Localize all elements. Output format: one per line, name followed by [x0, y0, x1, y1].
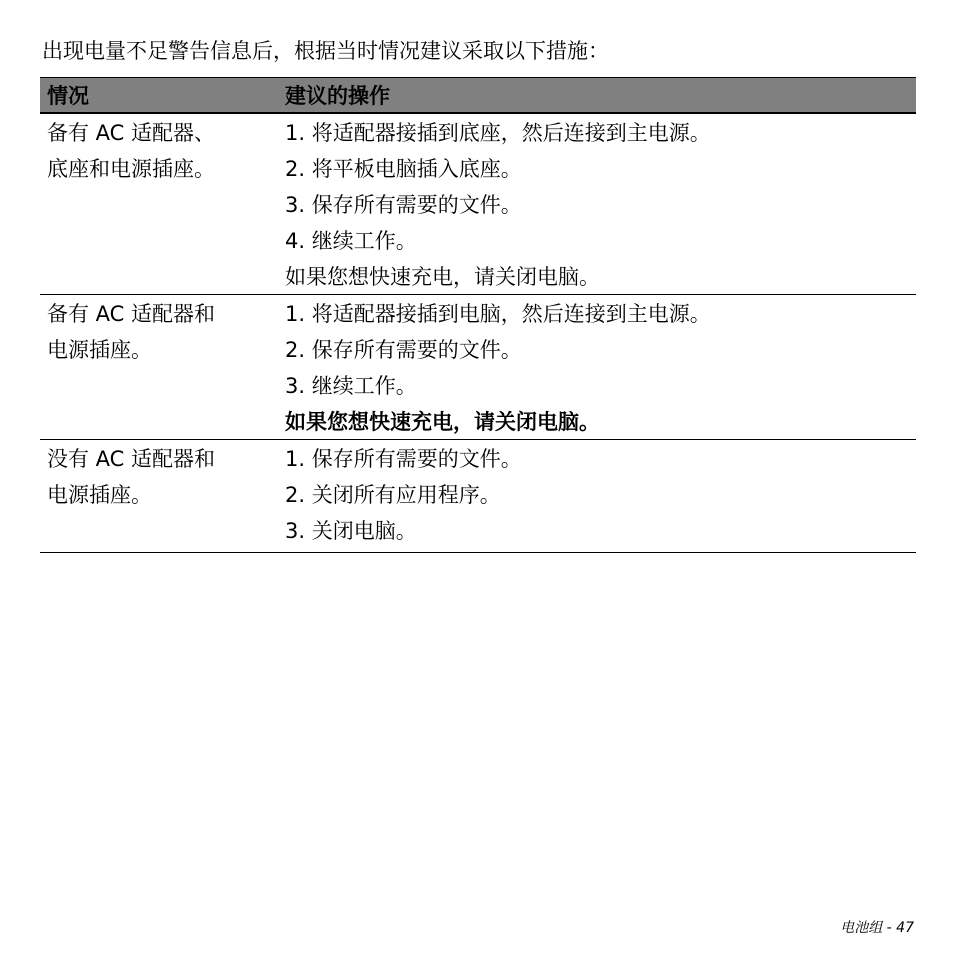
action-cell — [285, 295, 916, 439]
action-cell — [285, 440, 916, 552]
situation-line: 电源插座。 — [47, 338, 152, 362]
situation-line: 备有 AC 适配器和 — [47, 302, 216, 326]
action-step: 1. 保存所有需要的文件。 — [285, 447, 522, 471]
intro-text: 出现电量不足警告信息后，根据当时情况建议采取以下措施： — [42, 39, 609, 63]
action-step: 3. 继续工作。 — [285, 374, 417, 398]
action-step: 3. 关闭电脑。 — [285, 519, 417, 543]
page-footer: 电池组 - 47 — [840, 920, 914, 936]
header-action: 建议的操作 — [285, 84, 390, 108]
action-step: 2. 保存所有需要的文件。 — [285, 338, 522, 362]
situation-line: 电源插座。 — [47, 483, 152, 507]
power-warning-table — [40, 77, 916, 553]
situation-cell — [40, 440, 285, 552]
action-step: 2. 关闭所有应用程序。 — [285, 483, 501, 507]
table-row — [40, 114, 916, 295]
action-step: 1. 将适配器接插到电脑，然后连接到主电源。 — [285, 302, 711, 326]
action-note: 如果您想快速充电，请关闭电脑。 — [285, 265, 600, 289]
situation-cell — [40, 295, 285, 439]
action-note: 如果您想快速充电，请关闭电脑。 — [285, 410, 600, 434]
situation-line: 底座和电源插座。 — [47, 157, 215, 181]
action-step: 3. 保存所有需要的文件。 — [285, 193, 522, 217]
action-step: 2. 将平板电脑插入底座。 — [285, 157, 522, 181]
table-row — [40, 295, 916, 440]
situation-cell — [40, 114, 285, 294]
action-cell — [285, 114, 916, 294]
action-step: 4. 继续工作。 — [285, 229, 417, 253]
situation-line: 没有 AC 适配器和 — [47, 447, 216, 471]
header-situation: 情况 — [47, 84, 89, 108]
table-row — [40, 440, 916, 553]
situation-line: 备有 AC 适配器、 — [47, 121, 216, 145]
table-header — [40, 77, 916, 114]
action-step: 1. 将适配器接插到底座，然后连接到主电源。 — [285, 121, 711, 145]
